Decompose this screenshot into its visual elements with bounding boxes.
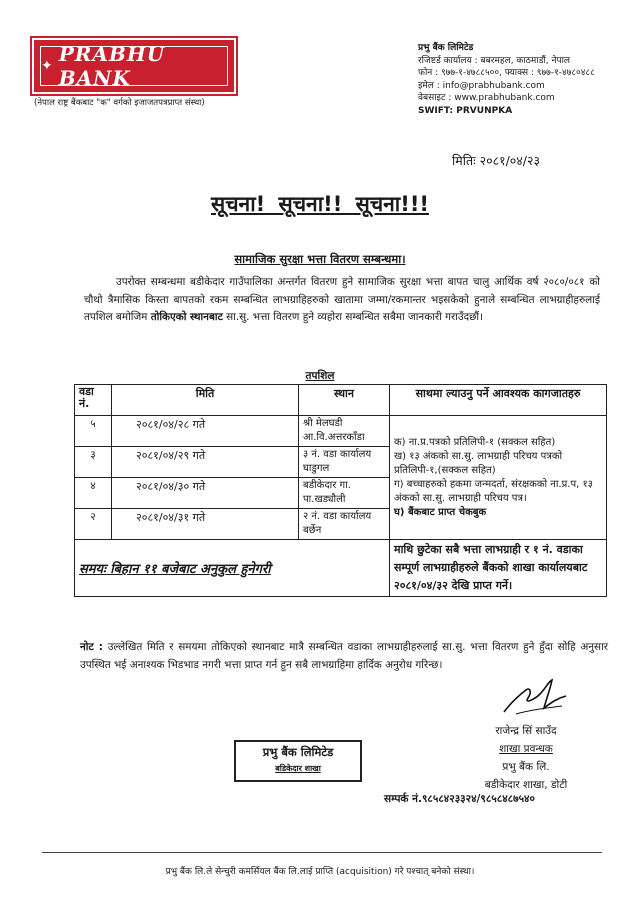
website: वेबसाइट : www.prabhubank.com — [418, 93, 555, 103]
extra-info-cell: माथि छुटेका सबै भत्ता लाभग्राही र १ नं. वडाका सम्पूर्ण लाभग्राहीहरुले बैंकको शाखा कार्यालयबाट २०८१/०४/३२ देखि प्राप्त गर्ने। — [390, 540, 607, 597]
logo-text: PRABHU BANK — [58, 42, 166, 90]
date-cell: २०८१/०४/२९ गते — [112, 447, 299, 478]
date-cell: २०८१/०४/३० गते — [112, 478, 299, 509]
note-label: नोट : — [80, 641, 103, 653]
signer-branch: बडीकेदार शाखा, डोटी — [484, 779, 568, 791]
doc-item: घ) बैंकबाट प्राप्त चेकबुक — [394, 506, 487, 518]
stamp-line-2: बडिकेदार शाखा — [275, 764, 321, 773]
table-caption: तपशिल — [305, 370, 335, 382]
ward-cell: ४ — [75, 478, 112, 509]
header-docs: साथमा ल्याउनु पर्ने आवश्यक कागजातहरु — [390, 385, 607, 416]
signer-name: राजेन्द्र सिं साउँद — [495, 725, 557, 737]
signer-role: शाखा प्रवन्धक — [499, 743, 553, 755]
time-cell: समयः बिहान ११ बजेबाट अनुकुल हुनेगरी — [75, 540, 390, 597]
notice-body — [84, 274, 600, 327]
ward-cell: २ — [75, 509, 112, 540]
header-ward: वडा नं. — [75, 385, 112, 416]
notice-date: मितिः २०८१/०४/२३ — [452, 153, 540, 168]
docs-cell — [390, 416, 607, 540]
date-cell: २०८१/०४/३१ गते — [112, 509, 299, 540]
body-part-2: सा.सु. भत्ता वितरण हुने व्यहोरा सम्बन्धित सबैमा जानकारी गराउँदछौं। — [226, 311, 484, 323]
notice-subject: सामाजिक सुरक्षा भत्ता वितरण सम्बन्धमा। — [234, 252, 406, 266]
footer-divider — [42, 852, 602, 853]
bank-logo — [34, 40, 234, 92]
location-cell: श्री मेलघडी आ.वि.अत्तरकाँडा — [299, 416, 390, 447]
table-row — [75, 416, 607, 447]
branch-stamp — [234, 740, 362, 782]
ward-cell: ३ — [75, 447, 112, 478]
location-cell: २ नं. वडा कार्यालय बर्छेन — [299, 509, 390, 540]
doc-item: क) ना.प्र.पत्रको प्रतिलिपी-१ (सक्कल सहित) — [394, 436, 556, 448]
logo-subtitle: (नेपाल राष्ट्र बैंकबाट "क" वर्गको इजाजतपत्रप्राप्त संस्था) — [34, 98, 205, 108]
doc-item: ख) १३ अंकको सा.सु. लाभग्राही परिचय पत्रको प्रतिलिपी-१,(सक्कल सहित) — [394, 450, 563, 476]
header-date: मिति — [112, 385, 299, 416]
schedule-table — [74, 384, 607, 597]
header-location: स्थान — [299, 385, 390, 416]
office-address: रजिष्टर्ड कार्यालय : बबरमहल, काठमाडौं, नेपाल — [418, 55, 571, 66]
note-text: उल्लेखित मिति र समयमा तोकिएको स्थानबाट मात्रै सम्बन्धित वडाका लाभग्राहीहरुलाई सा.सु. भत्ता वितरण हुने हुँदा सोहि अनुसार उपस्थित भई अनाश्यक भिडभाड नगरी भत्ता प्राप्त गर्न हुन सबै लाभग्राहिमा हार्दिक अनुरोध गरिन्छ। — [80, 641, 609, 671]
body-bold: तोकिएको स्थानबाट — [150, 311, 223, 323]
location-cell: बडीकेदार गा. पा.खड्यौली — [299, 478, 390, 509]
logo-mark-icon: ✦ — [41, 58, 53, 74]
note-paragraph — [80, 638, 608, 674]
footer-text: प्रभु बैंक लि.ले सेन्चुरी कमर्सियल बैंक लि.लाई प्राप्ति (acquisition) गरे पश्चात् बनेको संस्था। — [165, 867, 475, 877]
stamp-line-1: प्रभु बैंक लिमिटेड — [262, 745, 334, 759]
swift-code: SWIFT: PRVUNPKA — [418, 105, 513, 116]
contact-numbers: सम्पर्क नं.९८५८४२३३२४/९८५८४८७५४० — [384, 793, 535, 805]
location-cell: ३ नं. वडा कार्यालय घाडुगल — [299, 447, 390, 478]
doc-item: ग) बच्चाहरुको हकमा जन्मदर्ता, संरक्षकको ना.प्र.प, १३ अंकको सा.सु. लाभग्राही परिचय पत्र। — [394, 478, 593, 504]
letterhead-info — [418, 42, 628, 117]
signature — [496, 676, 576, 720]
date-cell: २०८१/०४/२८ गते — [112, 416, 299, 447]
body-part-1: उपरोक्त सम्बन्धमा बडीकेदार गाउँपालिका अन्तर्गत वितरण हुने सामाजिक सुरक्षा भत्ता बापत चालु आर्थिक वर्ष २०८०/०८१ को चौथो त्रैमासिक किस्ता बापतको रकम सम्बन्धित लाभग्राहिहरुको खातामा जम्मा/रकमान्तर भइसकेको हुनाले सम्बन्धित लाभग्राहीहरुलाई तपशिल बमोजिम — [84, 276, 600, 323]
signatory-block — [446, 722, 606, 794]
notice-title: सूचना! सूचना!! सूचना!!! — [211, 192, 429, 216]
bank-name: प्रभु बैंक लिमिटेड — [418, 43, 474, 53]
table-row-time — [75, 540, 607, 597]
table-header-row — [75, 385, 607, 416]
email: इमेल : info@prabhubank.com — [418, 80, 545, 91]
signer-org: प्रभु बैंक लि. — [502, 761, 550, 773]
ward-cell: ५ — [75, 416, 112, 447]
phone-fax: फोन : ९७७-१-४७८८५००, फ्याक्स : ९७७-१-४७८०४८८ — [418, 68, 595, 78]
